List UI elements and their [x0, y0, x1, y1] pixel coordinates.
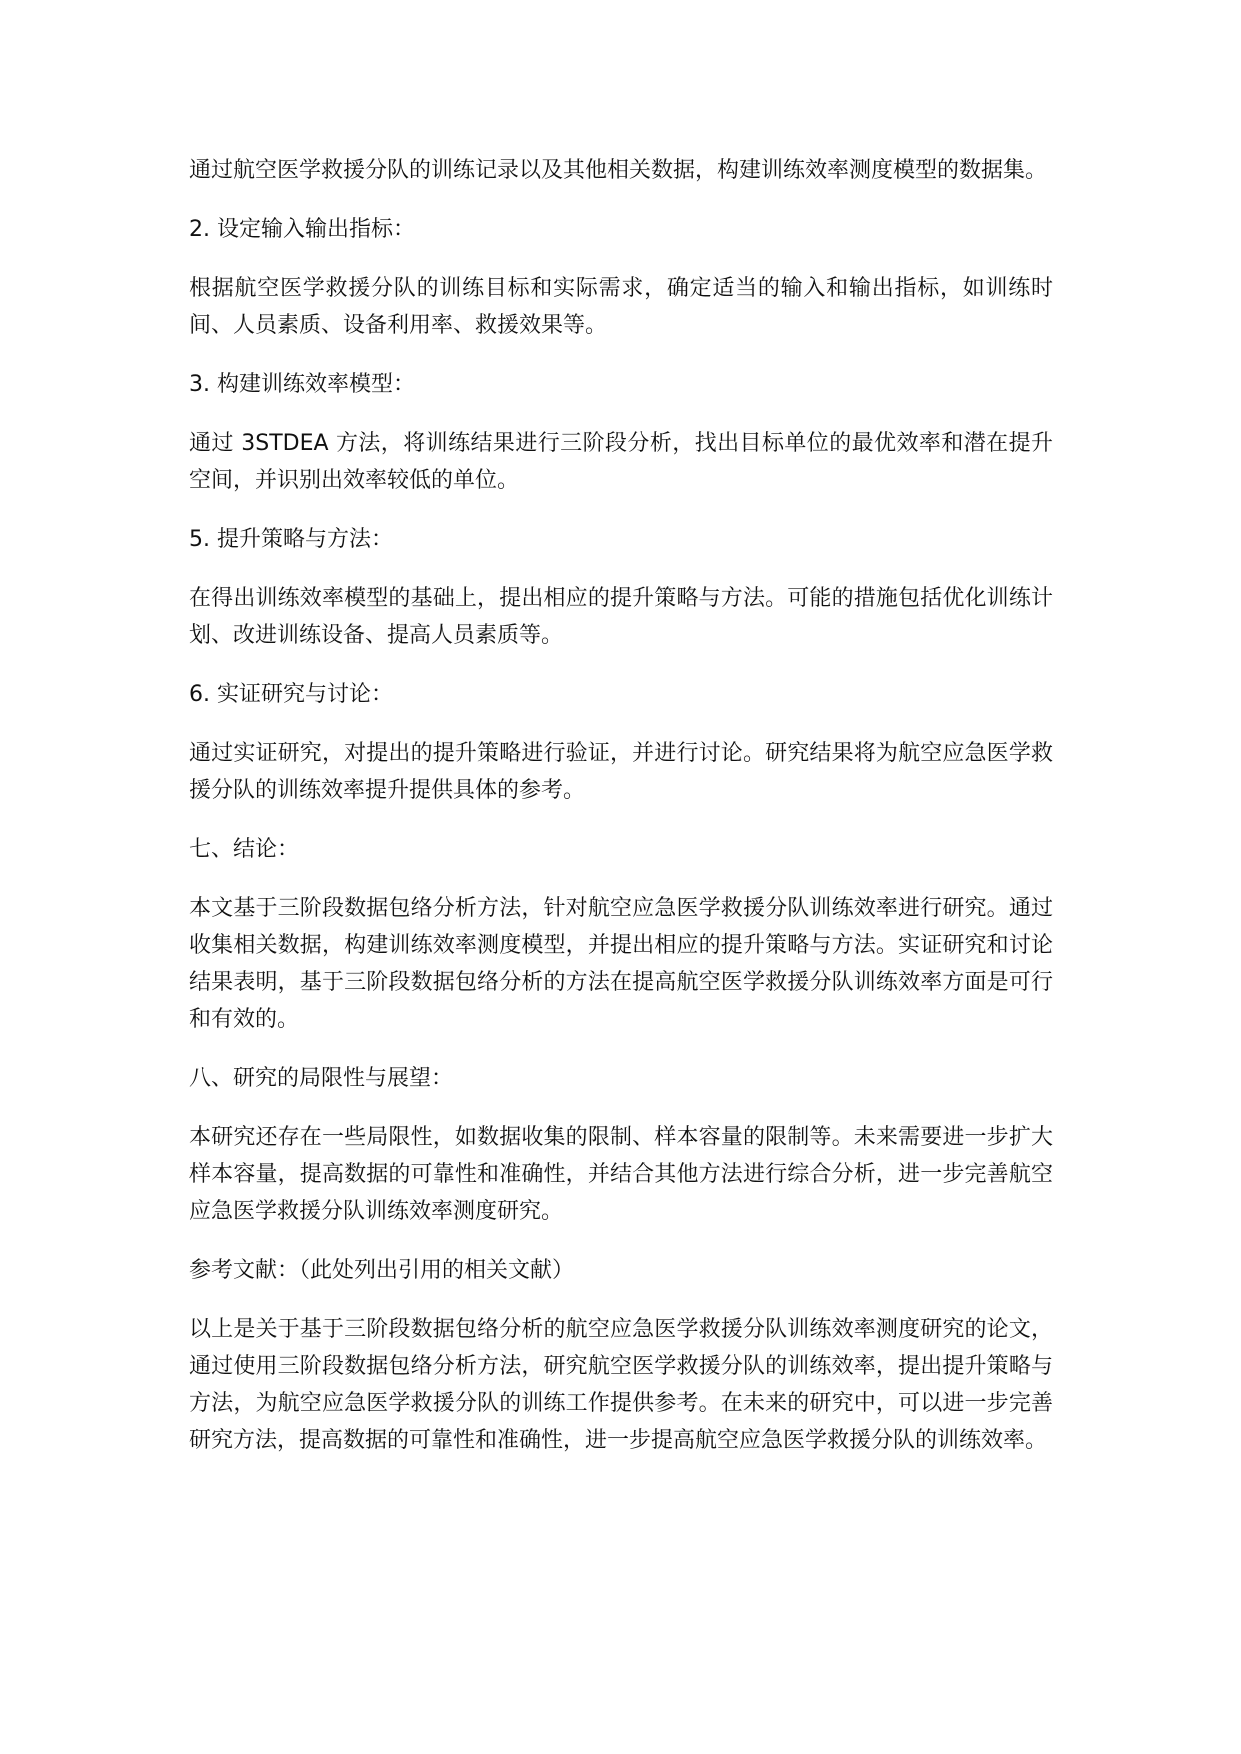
heading-efficiency-model: 3. 构建训练效率模型：: [189, 372, 415, 397]
heading-empirical-study: 6. 实证研究与讨论：: [189, 682, 393, 707]
heading-io-indicators: 2. 设定输入输出指标：: [189, 217, 415, 242]
heading-improvement-strategy: 5. 提升策略与方法：: [189, 527, 393, 552]
document-body: [189, 152, 1053, 1481]
paragraph-dataset: 通过航空医学救援分队的训练记录以及其他相关数据，构建训练效率测度模型的数据集。: [189, 158, 1048, 183]
heading-limitations: 八、研究的局限性与展望：: [189, 1066, 454, 1091]
paragraph-limitations: 本研究还存在一些局限性，如数据收集的限制、样本容量的限制等。未来需要进一步扩大样本容量，提高数据的可靠性和准确性，并结合其他方法进行综合分析，进一步完善航空应急医学救援分队训练效率测度研究。: [189, 1125, 1053, 1224]
paragraph-efficiency-model: 通过 3STDEA 方法，将训练结果进行三阶段分析，找出目标单位的最优效率和潜在提升空间，并识别出效率较低的单位。: [189, 431, 1053, 493]
paragraph-io-indicators: 根据航空医学救援分队的训练目标和实际需求，确定适当的输入和输出指标，如训练时间、人员素质、设备利用率、救援效果等。: [189, 276, 1053, 338]
paragraph-summary: 以上是关于基于三阶段数据包络分析的航空应急医学救援分队训练效率测度研究的论文，通过使用三阶段数据包络分析方法，研究航空医学救援分队的训练效率，提出提升策略与方法，为航空应急医学救援分队的训练工作提供参考。在未来的研究中，可以进一步完善研究方法，提高数据的可靠性和准确性，进一步提高航空应急医学救援分队的训练效率。: [189, 1317, 1053, 1453]
heading-conclusion: 七、结论：: [189, 837, 300, 862]
paragraph-improvement-strategy: 在得出训练效率模型的基础上，提出相应的提升策略与方法。可能的措施包括优化训练计划、改进训练设备、提高人员素质等。: [189, 586, 1053, 648]
paragraph-empirical-study: 通过实证研究，对提出的提升策略进行验证，并进行讨论。研究结果将为航空应急医学救援分队的训练效率提升提供具体的参考。: [189, 741, 1053, 803]
heading-references: 参考文献：（此处列出引用的相关文献）: [189, 1258, 575, 1283]
paragraph-conclusion: 本文基于三阶段数据包络分析方法，针对航空应急医学救援分队训练效率进行研究。通过收集相关数据，构建训练效率测度模型，并提出相应的提升策略与方法。实证研究和讨论结果表明，基于三阶段数据包络分析的方法在提高航空医学救援分队训练效率方面是可行和有效的。: [189, 896, 1053, 1032]
